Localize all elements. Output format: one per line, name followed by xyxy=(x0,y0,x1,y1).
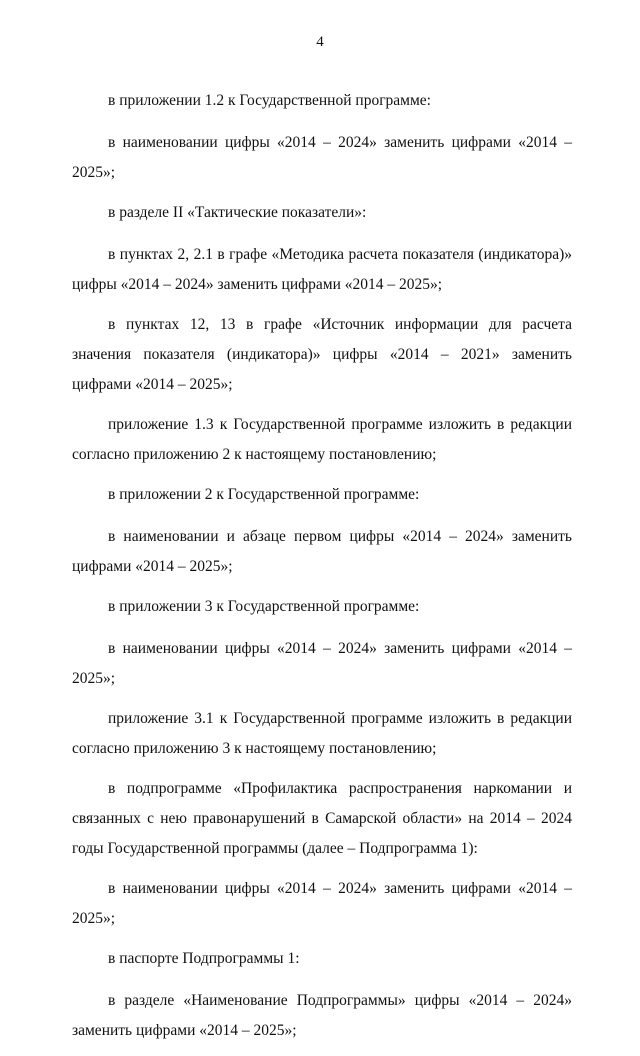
paragraph: в подпрограмме «Профилактика распространения наркомании и связанных с нею правонарушений в Самарской области» на 2014 – 2024 годы Государственной программы (далее – Подпрограмма 1): xyxy=(72,780,572,857)
paragraph: в приложении 2 к Государственной программе: xyxy=(108,486,420,503)
paragraph: в приложении 1.2 к Государственной программе: xyxy=(108,92,431,109)
paragraph: приложение 1.3 к Государственной программе изложить в редакции согласно приложению 2 к настоящему постановлению; xyxy=(72,416,572,463)
paragraph: в наименовании цифры «2014 – 2024» заменить цифрами «2014 – 2025»; xyxy=(72,880,572,927)
paragraph: в паспорте Подпрограммы 1: xyxy=(108,950,300,967)
paragraph: в разделе II «Тактические показатели»: xyxy=(108,204,367,221)
document-body xyxy=(72,86,572,1056)
paragraph: в пунктах 12, 13 в графе «Источник информации для расчета значения показателя (индикатора)» цифры «2014 – 2021» заменить цифрами «2014 – 2025»; xyxy=(72,316,572,393)
paragraph: в пунктах 2, 2.1 в графе «Методика расчета показателя (индикатора)» цифры «2014 – 2024» заменить цифрами «2014 – 2025»; xyxy=(72,246,572,293)
paragraph: в приложении 3 к Государственной программе: xyxy=(108,598,420,615)
paragraph: в разделе «Наименование Подпрограммы» цифры «2014 – 2024» заменить цифрами «2014 – 2025»; xyxy=(72,992,572,1039)
paragraph: в наименовании цифры «2014 – 2024» заменить цифрами «2014 – 2025»; xyxy=(72,640,572,687)
paragraph: в наименовании цифры «2014 – 2024» заменить цифрами «2014 – 2025»; xyxy=(72,134,572,181)
paragraph: в наименовании и абзаце первом цифры «2014 – 2024» заменить цифрами «2014 – 2025»; xyxy=(72,528,572,575)
page-number: 4 xyxy=(316,34,324,50)
paragraph: приложение 3.1 к Государственной программе изложить в редакции согласно приложению 3 к настоящему постановлению; xyxy=(72,710,572,757)
